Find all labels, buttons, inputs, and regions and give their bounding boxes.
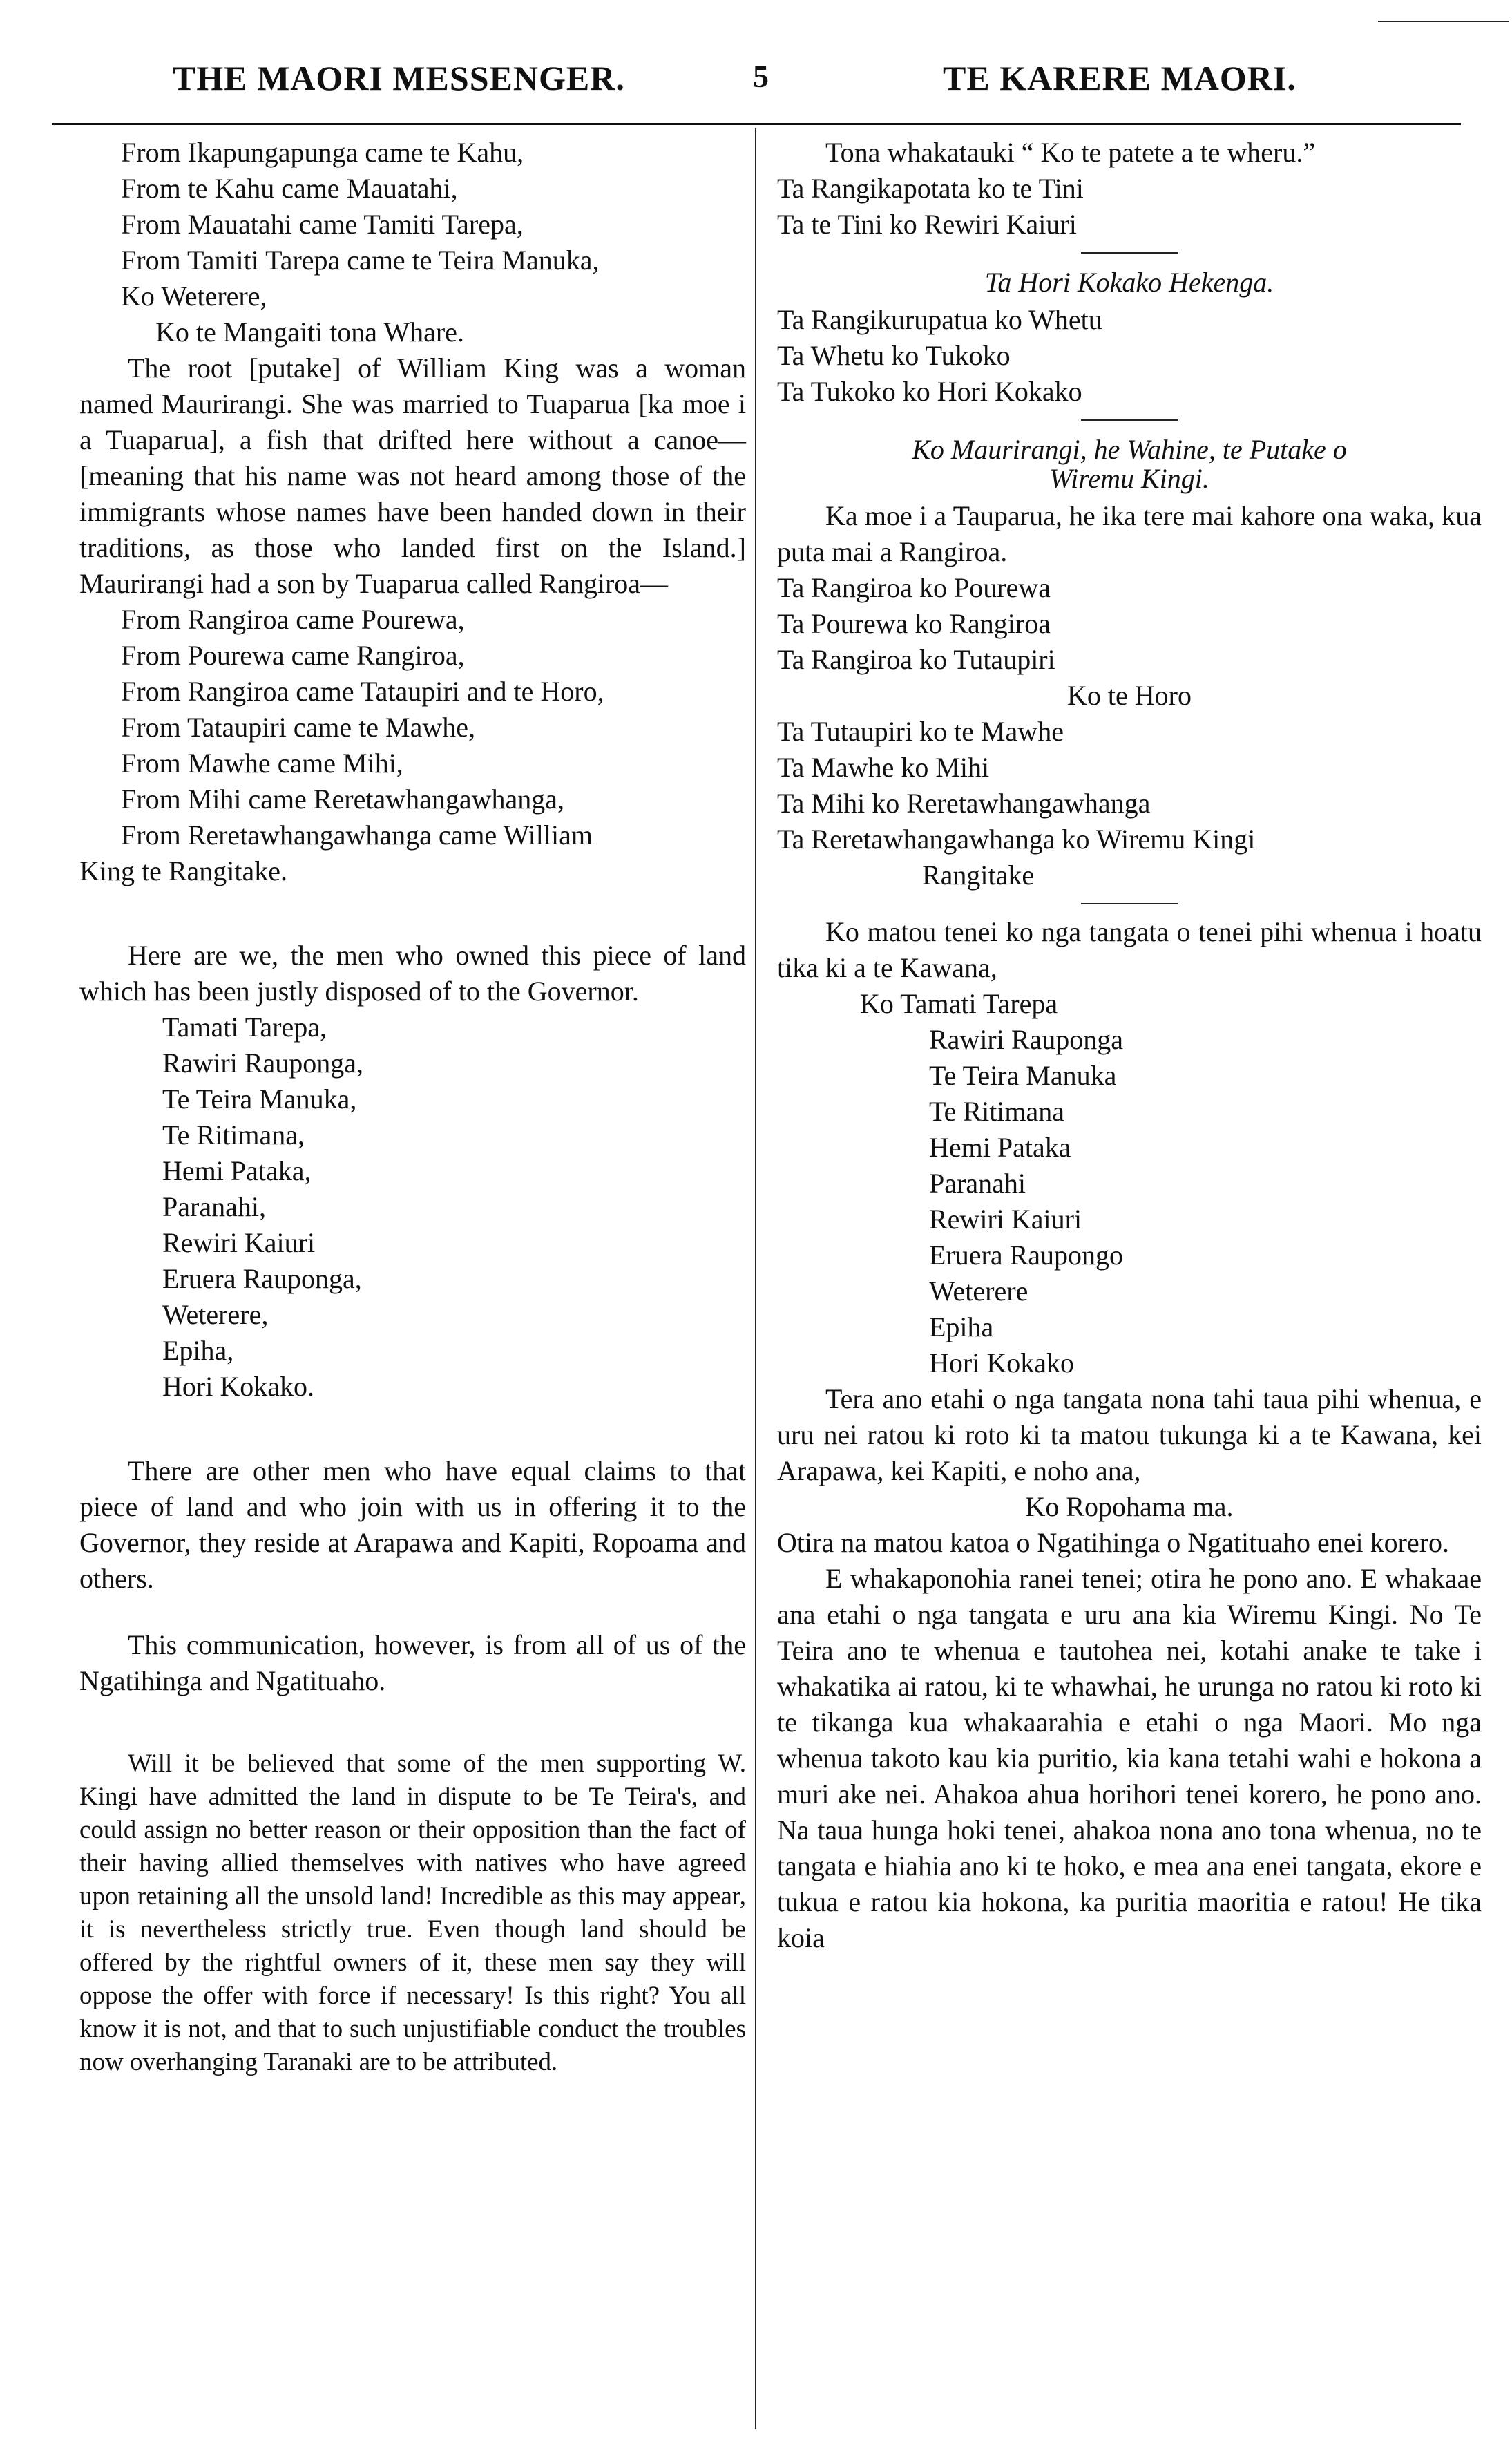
genealogy-line: Ta Rangiroa ko Pourewa <box>777 572 1051 603</box>
section-heading: Wiremu Kingi. <box>1049 463 1209 494</box>
genealogy-line: Ta Mihi ko Reretawhangawhanga <box>777 788 1151 819</box>
owner-name: Te Ritimana <box>929 1096 1065 1127</box>
genealogy-line: Ko te Mangaiti tona Whare. <box>155 316 464 348</box>
owner-name: Weterere <box>929 1275 1028 1307</box>
owner-name: Paranahi, <box>162 1191 266 1222</box>
genealogy-line: Ko te Horo <box>1067 680 1192 711</box>
owner-name: Tamati Tarepa, <box>162 1012 327 1043</box>
section-rule <box>1081 252 1178 254</box>
genealogy-line: From Mihi came Reretawhangawhanga, <box>121 784 565 815</box>
genealogy-line: From Mawhe came Mihi, <box>121 748 403 779</box>
section-rule <box>1081 419 1178 421</box>
genealogy-line: From Pourewa came Rangiroa, <box>121 640 465 671</box>
moe-paragraph: Ka moe i a Tauparua, he ika tere mai kahore ona waka, kua puta mai a Rangiroa. <box>777 500 1482 567</box>
genealogy-line: Ta Tukoko ko Hori Kokako <box>777 376 1082 407</box>
genealogy-line: From Tataupiri came te Mawhe, <box>121 712 475 743</box>
other-claims-paragraph: There are other men who have equal claims to that piece of land and who join with us in offering it to the Governor, they reside at Arapawa and Kapiti, Ropoama and others. <box>79 1455 746 1594</box>
owner-name: Ko Tamati Tarepa <box>860 988 1058 1019</box>
genealogy-line: Ta te Tini ko Rewiri Kaiuri <box>777 209 1077 240</box>
otira-paragraph: Otira na matou katoa o Ngatihinga o Ngatituaho enei korero. <box>777 1527 1450 1558</box>
owner-name: Epiha, <box>162 1335 234 1366</box>
genealogy-line: From Reretawhangawhanga came William <box>121 819 593 851</box>
header-english-title: THE MAORI MESSENGER. <box>173 59 625 97</box>
genealogy-line: From Ikapungapunga came te Kahu, <box>121 137 524 168</box>
owner-name: Hori Kokako. <box>162 1371 314 1402</box>
genealogy-line: From Mauatahi came Tamiti Tarepa, <box>121 209 524 240</box>
genealogy-line: Ta Tutaupiri ko te Mawhe <box>777 716 1064 747</box>
section-heading: Ko Maurirangi, he Wahine, te Putake o <box>912 434 1347 465</box>
owner-name: Te Ritimana, <box>162 1119 305 1150</box>
owner-name: Hemi Pataka <box>929 1132 1071 1163</box>
genealogy-line: Ta Rangikurupatua ko Whetu <box>777 304 1102 335</box>
genealogy-line: From Rangiroa came Tataupiri and te Horo, <box>121 676 604 707</box>
page-header <box>0 58 1512 120</box>
owner-name: Rawiri Rauponga, <box>162 1047 364 1079</box>
maori-column <box>777 135 1482 1956</box>
editorial-paragraph: Will it be believed that some of the men supporting W. Kingi have admitted the land in dispute to be Te Teira's, and could assign no better reason or their opposition than the fact of their having allied themselves with natives who have agreed upon retaining all the unsold land! Incredible as this may appear, it is nevertheless strictly true. Even though land should be offered by the rightful owners of it, these men say they will oppose the offer with force if necessary! Is this right? You all know it is not, and that to such unjustifiable conduct the troubles now overhanging Taranaki are to be attributed. <box>79 1749 746 2076</box>
ropohama-line: Ko Ropohama ma. <box>1025 1491 1234 1522</box>
header-rule <box>52 123 1461 125</box>
root-paragraph: The root [putake] of William King was a woman named Maurirangi. She was married to Tuaparua [ka moe i a Tuaparua], a fish that drifted here without a canoe—[meaning that his name was not heard among those of the immigrants whose names have been handed down in their traditions, as those who landed first on the Island.] Maurirangi had a son by Tuaparua called Rangiroa— <box>79 352 746 599</box>
owner-name: Hemi Pataka, <box>162 1155 312 1186</box>
owners-paragraph: Here are we, the men who owned this piece of land which has been justly disposed of to the Governor. <box>79 940 746 1007</box>
genealogy-line: From Rangiroa came Pourewa, <box>121 604 465 635</box>
tera-paragraph: Tera ano etahi o nga tangata nona tahi taua pihi whenua, e uru nei ratou ki roto ki ta matou tukunga ki a te Kawana, kei Arapawa, kei Kapiti, e noho ana, <box>777 1383 1482 1486</box>
corner-rule <box>1378 21 1509 22</box>
genealogy-line: Ta Reretawhangawhanga ko Wiremu Kingi <box>777 824 1256 855</box>
genealogy-line: Ta Rangikapotata ko te Tini <box>777 173 1084 204</box>
genealogy-line: Ta Pourewa ko Rangiroa <box>777 608 1051 639</box>
column-divider <box>755 128 756 2429</box>
owner-name: Rewiri Kaiuri <box>162 1227 316 1258</box>
owner-name: Eruera Rauponga, <box>162 1263 362 1294</box>
owner-name: Hori Kokako <box>929 1347 1074 1378</box>
genealogy-line: Rangitake <box>922 860 1035 891</box>
genealogy-line: From Tamiti Tarepa came te Teira Manuka, <box>121 245 600 276</box>
genealogy-line: King te Rangitake. <box>79 855 288 886</box>
header-maori-title: TE KARERE MAORI. <box>943 59 1296 97</box>
section-rule <box>1081 903 1178 904</box>
owner-name: Paranahi <box>929 1168 1026 1199</box>
communication-paragraph: This communication, however, is from all of us of the Ngatihinga and Ngatituaho. <box>79 1629 746 1696</box>
genealogy-line: Ta Whetu ko Tukoko <box>777 340 1011 371</box>
proverb-paragraph: Tona whakatauki “ Ko te patete a te wheru.” <box>825 137 1316 168</box>
section-heading: Ta Hori Kokako Hekenga. <box>984 267 1274 298</box>
owner-name: Te Teira Manuka <box>929 1060 1117 1091</box>
owner-name: Epiha <box>929 1311 994 1342</box>
page-number: 5 <box>753 59 769 94</box>
genealogy-line: Ta Rangiroa ko Tutaupiri <box>777 644 1055 675</box>
owner-name: Weterere, <box>162 1299 269 1330</box>
matou-paragraph: Ko matou tenei ko nga tangata o tenei pihi whenua i hoatu tika ki a te Kawana, <box>777 916 1482 983</box>
owner-name: Te Teira Manuka, <box>162 1083 357 1114</box>
owner-name: Eruera Raupongo <box>929 1240 1124 1271</box>
genealogy-line: Ta Mawhe ko Mihi <box>777 752 990 783</box>
whakapono-paragraph: E whakaponohia ranei tenei; otira he pono ano. E whakaae ana etahi o nga tangata e uru ana kia Wiremu Kingi. No Te Teira ano te whenua e tautohea nei, kotahi anake te take i whakatika ai ratou, ki te whawhai, he urunga no ratou ki roto ki te tikanga kua whakaarahia e etahi o nga Maori. Mo nga whenua takoto kau kia puritio, kia kana tetahi wahi e hokona a muri ake nei. Ahakoa ahua horihori tenei korero, he pono ano. Na taua hunga hoki tenei, ahakoa nona ano tona whenua, no te tangata e hiahia ano ki te hoko, e mea ana enei tangata, ekore e tukua e ratou kia hokona, ka puritia maoritia e ratou! He tika koia <box>777 1563 1482 1953</box>
genealogy-line: From te Kahu came Mauatahi, <box>121 173 458 204</box>
genealogy-line: Ko Weterere, <box>121 281 267 312</box>
owner-name: Rewiri Kaiuri <box>929 1204 1082 1235</box>
english-column <box>79 135 746 2079</box>
owner-name: Rawiri Rauponga <box>929 1024 1124 1055</box>
